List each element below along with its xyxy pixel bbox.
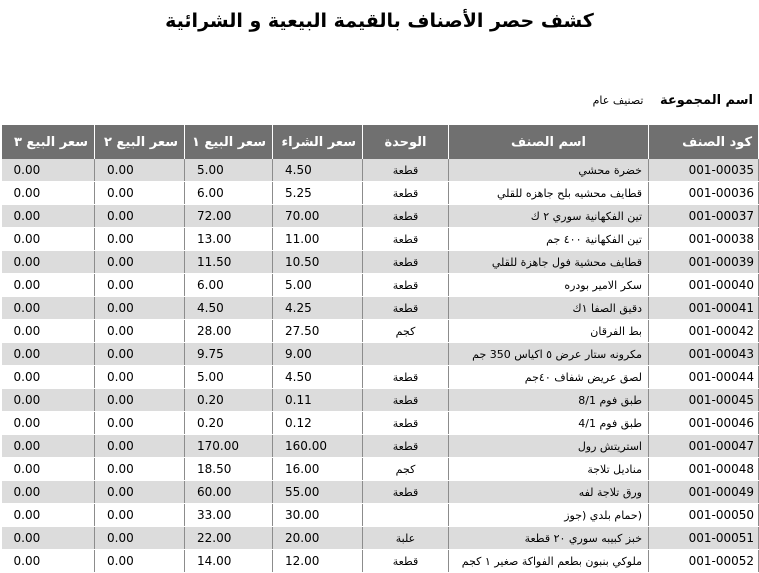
sell-price-1: 9.75 [185, 343, 273, 366]
item-code: 001-00037 [649, 205, 759, 228]
sell-price-1: 33.00 [185, 504, 273, 527]
sell-price-3: 0.00 [2, 274, 95, 297]
item-name: خضرة محشي [449, 159, 649, 182]
table-body [2, 159, 759, 573]
sell-price-1: 0.20 [185, 412, 273, 435]
item-code: 001-00044 [649, 366, 759, 389]
item-unit: قطعة [363, 389, 449, 412]
item-name: ملوكي بنبون بطعم الفواكة صغير ١ كجم [449, 550, 649, 573]
item-code: 001-00047 [649, 435, 759, 458]
item-unit: قطعة [363, 481, 449, 504]
sell-price-1: 5.00 [185, 366, 273, 389]
col-sell-price-1[interactable]: سعر البيع ١ [185, 125, 273, 159]
buy-price: 12.00 [273, 550, 363, 573]
table-row[interactable] [2, 550, 759, 573]
table-row[interactable] [2, 343, 759, 366]
item-name: تين الفكهانية ٤٠٠ جم [449, 228, 649, 251]
sell-price-1: 11.50 [185, 251, 273, 274]
sell-price-3: 0.00 [2, 205, 95, 228]
item-code: 001-00043 [649, 343, 759, 366]
sell-price-3: 0.00 [2, 389, 95, 412]
table-row[interactable] [2, 159, 759, 182]
item-name: مكرونه ستار عرض ٥ اكياس 350 جم [449, 343, 649, 366]
col-code[interactable]: كود الصنف [649, 125, 759, 159]
item-unit: قطعة [363, 251, 449, 274]
table-row[interactable] [2, 435, 759, 458]
item-name: مناديل تلاجة [449, 458, 649, 481]
sell-price-3: 0.00 [2, 297, 95, 320]
sell-price-2: 0.00 [95, 320, 185, 343]
item-unit: قطعة [363, 297, 449, 320]
sell-price-1: 6.00 [185, 182, 273, 205]
sell-price-2: 0.00 [95, 504, 185, 527]
group-info [593, 93, 753, 108]
item-name: قطايف محشية فول جاهزة للقلي [449, 251, 649, 274]
sell-price-2: 0.00 [95, 274, 185, 297]
buy-price: 20.00 [273, 527, 363, 550]
items-table [1, 125, 759, 573]
sell-price-1: 4.50 [185, 297, 273, 320]
item-name: ورق تلاجة لفه [449, 481, 649, 504]
sell-price-2: 0.00 [95, 228, 185, 251]
table-row[interactable] [2, 412, 759, 435]
sell-price-3: 0.00 [2, 159, 95, 182]
item-name: (حمام بلدي (جوز [449, 504, 649, 527]
buy-price: 4.50 [273, 366, 363, 389]
item-code: 001-00052 [649, 550, 759, 573]
item-name: قطايف محشيه بلح جاهزه للقلي [449, 182, 649, 205]
report-title: كشف حصر الأصناف بالقيمة البيعية و الشرائية [165, 10, 594, 32]
table-row[interactable] [2, 182, 759, 205]
item-name: دقيق الصفا ١ك [449, 297, 649, 320]
col-name[interactable]: اسم الصنف [449, 125, 649, 159]
buy-price: 0.11 [273, 389, 363, 412]
buy-price: 27.50 [273, 320, 363, 343]
buy-price: 0.12 [273, 412, 363, 435]
item-name: لصق عريض شفاف ٤٠جم [449, 366, 649, 389]
item-unit: كجم [363, 320, 449, 343]
item-name: طبق فوم 8/1 [449, 389, 649, 412]
item-code: 001-00049 [649, 481, 759, 504]
item-unit: كجم [363, 458, 449, 481]
item-unit: قطعة [363, 159, 449, 182]
table-row[interactable] [2, 458, 759, 481]
item-code: 001-00042 [649, 320, 759, 343]
sell-price-3: 0.00 [2, 320, 95, 343]
sell-price-2: 0.00 [95, 343, 185, 366]
sell-price-2: 0.00 [95, 481, 185, 504]
item-code: 001-00050 [649, 504, 759, 527]
table-row[interactable] [2, 251, 759, 274]
col-sell-price-3[interactable]: سعر البيع ٣ [2, 125, 95, 159]
table-row[interactable] [2, 320, 759, 343]
sell-price-3: 0.00 [2, 182, 95, 205]
item-code: 001-00038 [649, 228, 759, 251]
buy-price: 11.00 [273, 228, 363, 251]
col-sell-price-2[interactable]: سعر البيع ٢ [95, 125, 185, 159]
sell-price-2: 0.00 [95, 182, 185, 205]
item-unit: قطعة [363, 550, 449, 573]
buy-price: 5.00 [273, 274, 363, 297]
sell-price-2: 0.00 [95, 550, 185, 573]
item-code: 001-00039 [649, 251, 759, 274]
group-value: تصنيف عام [592, 94, 644, 107]
item-unit: قطعة [363, 228, 449, 251]
item-unit: قطعة [363, 205, 449, 228]
item-name: استريتش رول [449, 435, 649, 458]
sell-price-1: 28.00 [185, 320, 273, 343]
sell-price-2: 0.00 [95, 435, 185, 458]
item-code: 001-00048 [649, 458, 759, 481]
buy-price: 16.00 [273, 458, 363, 481]
buy-price: 9.00 [273, 343, 363, 366]
sell-price-3: 0.00 [2, 228, 95, 251]
col-buy-price[interactable]: سعر الشراء [273, 125, 363, 159]
item-code: 001-00046 [649, 412, 759, 435]
sell-price-3: 0.00 [2, 412, 95, 435]
buy-price: 30.00 [273, 504, 363, 527]
sell-price-1: 72.00 [185, 205, 273, 228]
item-unit: قطعة [363, 412, 449, 435]
item-code: 001-00051 [649, 527, 759, 550]
buy-price: 4.25 [273, 297, 363, 320]
item-unit [363, 343, 449, 366]
sell-price-2: 0.00 [95, 205, 185, 228]
sell-price-3: 0.00 [2, 435, 95, 458]
sell-price-3: 0.00 [2, 366, 95, 389]
item-unit: علبة [363, 527, 449, 550]
sell-price-2: 0.00 [95, 458, 185, 481]
sell-price-1: 5.00 [185, 159, 273, 182]
buy-price: 160.00 [273, 435, 363, 458]
item-code: 001-00035 [649, 159, 759, 182]
sell-price-2: 0.00 [95, 527, 185, 550]
table-header [2, 125, 759, 159]
table-row[interactable] [2, 527, 759, 550]
sell-price-3: 0.00 [2, 343, 95, 366]
item-code: 001-00041 [649, 297, 759, 320]
item-unit: قطعة [363, 366, 449, 389]
table-row[interactable] [2, 389, 759, 412]
buy-price: 70.00 [273, 205, 363, 228]
sell-price-2: 0.00 [95, 389, 185, 412]
item-unit: قطعة [363, 274, 449, 297]
item-unit [363, 504, 449, 527]
item-unit: قطعة [363, 182, 449, 205]
sell-price-1: 170.00 [185, 435, 273, 458]
item-name: تين الفكهانية سوري ٢ ك [449, 205, 649, 228]
buy-price: 4.50 [273, 159, 363, 182]
buy-price: 10.50 [273, 251, 363, 274]
table-row[interactable] [2, 366, 759, 389]
item-name: بط الفرقان [449, 320, 649, 343]
table-row[interactable] [2, 481, 759, 504]
sell-price-3: 0.00 [2, 481, 95, 504]
sell-price-1: 6.00 [185, 274, 273, 297]
sell-price-3: 0.00 [2, 251, 95, 274]
item-unit: قطعة [363, 435, 449, 458]
sell-price-2: 0.00 [95, 251, 185, 274]
group-label: اسم المجموعة [659, 93, 753, 108]
buy-price: 55.00 [273, 481, 363, 504]
sell-price-1: 60.00 [185, 481, 273, 504]
buy-price: 5.25 [273, 182, 363, 205]
sell-price-3: 0.00 [2, 458, 95, 481]
sell-price-1: 22.00 [185, 527, 273, 550]
item-code: 001-00040 [649, 274, 759, 297]
sell-price-2: 0.00 [95, 297, 185, 320]
sell-price-2: 0.00 [95, 412, 185, 435]
col-unit[interactable]: الوحدة [363, 125, 449, 159]
table-row[interactable] [2, 297, 759, 320]
sell-price-3: 0.00 [2, 504, 95, 527]
item-name: خبز كبيبه سوري ٢٠ قطعة [449, 527, 649, 550]
sell-price-1: 13.00 [185, 228, 273, 251]
sell-price-1: 14.00 [185, 550, 273, 573]
table-row[interactable] [2, 274, 759, 297]
sell-price-3: 0.00 [2, 527, 95, 550]
item-name: طبق فوم 4/1 [449, 412, 649, 435]
table-row[interactable] [2, 228, 759, 251]
item-code: 001-00045 [649, 389, 759, 412]
sell-price-3: 0.00 [2, 550, 95, 573]
sell-price-2: 0.00 [95, 366, 185, 389]
table-row[interactable] [2, 504, 759, 527]
table-row[interactable] [2, 205, 759, 228]
item-code: 001-00036 [649, 182, 759, 205]
sell-price-2: 0.00 [95, 159, 185, 182]
item-name: سكر الامير بودره [449, 274, 649, 297]
sell-price-1: 0.20 [185, 389, 273, 412]
sell-price-1: 18.50 [185, 458, 273, 481]
